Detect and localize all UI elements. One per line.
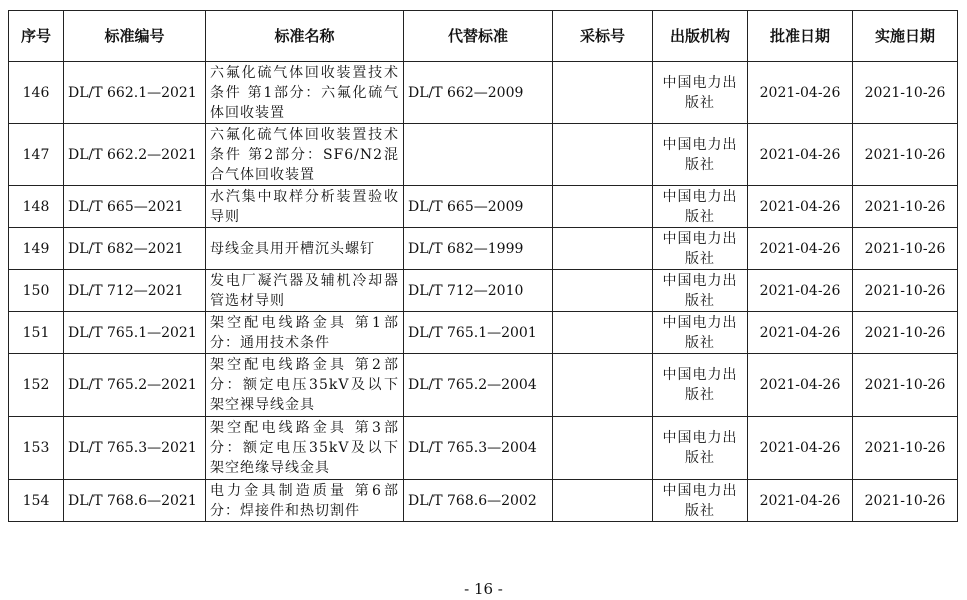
cell-replaced: DL/T 765.1—2001: [404, 312, 553, 354]
cell-code: DL/T 712—2021: [64, 270, 206, 312]
cell-name: 六氟化硫气体回收装置技术条件 第2部分：SF6/N2混合气体回收装置: [206, 124, 404, 186]
table-row: [9, 62, 958, 124]
table-row: [9, 480, 958, 522]
cell-adopted: [553, 312, 653, 354]
cell-code: DL/T 682—2021: [64, 228, 206, 270]
cell-name: 发电厂凝汽器及辅机冷却器管选材导则: [206, 270, 404, 312]
header-approved: 批准日期: [748, 11, 853, 62]
cell-approved: 2021-04-26: [748, 480, 853, 522]
header-effective: 实施日期: [853, 11, 958, 62]
cell-effective: 2021-10-26: [853, 480, 958, 522]
cell-effective: 2021-10-26: [853, 186, 958, 228]
cell-no: 146: [9, 62, 64, 124]
page-number: - 16 -: [464, 580, 503, 598]
table-header: [9, 11, 958, 62]
cell-adopted: [553, 62, 653, 124]
header-code: 标准编号: [64, 11, 206, 62]
cell-code: DL/T 768.6—2021: [64, 480, 206, 522]
cell-code: DL/T 665—2021: [64, 186, 206, 228]
cell-adopted: [553, 480, 653, 522]
cell-no: 151: [9, 312, 64, 354]
cell-adopted: [553, 124, 653, 186]
table-row: [9, 312, 958, 354]
header-name: 标准名称: [206, 11, 404, 62]
cell-replaced: DL/T 765.2—2004: [404, 354, 553, 417]
table-row: [9, 124, 958, 186]
standards-table: [8, 10, 958, 522]
cell-replaced: DL/T 712—2010: [404, 270, 553, 312]
cell-effective: 2021-10-26: [853, 354, 958, 417]
cell-approved: 2021-04-26: [748, 354, 853, 417]
cell-name: 六氟化硫气体回收装置技术条件 第1部分：六氟化硫气体回收装置: [206, 62, 404, 124]
cell-publisher: 中国电力出版社: [653, 62, 748, 124]
table-row: [9, 186, 958, 228]
header-replaced: 代替标准: [404, 11, 553, 62]
cell-name: 母线金具用开槽沉头螺钉: [206, 228, 404, 270]
cell-code: DL/T 765.3—2021: [64, 417, 206, 480]
cell-approved: 2021-04-26: [748, 417, 853, 480]
cell-code: DL/T 765.2—2021: [64, 354, 206, 417]
cell-effective: 2021-10-26: [853, 228, 958, 270]
header-row: [9, 11, 958, 62]
cell-publisher: 中国电力出版社: [653, 417, 748, 480]
header-publisher: 出版机构: [653, 11, 748, 62]
cell-name: 架空配电线路金具 第3部分：额定电压35kV及以下架空绝缘导线金具: [206, 417, 404, 480]
cell-replaced: DL/T 662—2009: [404, 62, 553, 124]
cell-effective: 2021-10-26: [853, 312, 958, 354]
cell-adopted: [553, 354, 653, 417]
cell-publisher: 中国电力出版社: [653, 228, 748, 270]
header-adopted: 采标号: [553, 11, 653, 62]
cell-effective: 2021-10-26: [853, 270, 958, 312]
cell-adopted: [553, 186, 653, 228]
cell-publisher: 中国电力出版社: [653, 312, 748, 354]
table-row: [9, 270, 958, 312]
cell-publisher: 中国电力出版社: [653, 186, 748, 228]
cell-approved: 2021-04-26: [748, 312, 853, 354]
table-row: [9, 417, 958, 480]
cell-approved: 2021-04-26: [748, 62, 853, 124]
cell-approved: 2021-04-26: [748, 186, 853, 228]
cell-publisher: 中国电力出版社: [653, 480, 748, 522]
cell-approved: 2021-04-26: [748, 124, 853, 186]
cell-name: 架空配电线路金具 第2部分：额定电压35kV及以下架空裸导线金具: [206, 354, 404, 417]
cell-no: 154: [9, 480, 64, 522]
cell-name: 架空配电线路金具 第1部分：通用技术条件: [206, 312, 404, 354]
cell-replaced: DL/T 682—1999: [404, 228, 553, 270]
cell-approved: 2021-04-26: [748, 228, 853, 270]
cell-name: 电力金具制造质量 第6部分：焊接件和热切割件: [206, 480, 404, 522]
cell-replaced: DL/T 665—2009: [404, 186, 553, 228]
table-row: [9, 228, 958, 270]
cell-publisher: 中国电力出版社: [653, 354, 748, 417]
cell-replaced: DL/T 768.6—2002: [404, 480, 553, 522]
cell-approved: 2021-04-26: [748, 270, 853, 312]
cell-replaced: DL/T 765.3—2004: [404, 417, 553, 480]
cell-no: 149: [9, 228, 64, 270]
cell-no: 147: [9, 124, 64, 186]
cell-adopted: [553, 228, 653, 270]
cell-adopted: [553, 417, 653, 480]
cell-effective: 2021-10-26: [853, 124, 958, 186]
table-row: [9, 354, 958, 417]
cell-code: DL/T 662.1—2021: [64, 62, 206, 124]
cell-name: 水汽集中取样分析装置验收导则: [206, 186, 404, 228]
cell-code: DL/T 662.2—2021: [64, 124, 206, 186]
cell-adopted: [553, 270, 653, 312]
cell-effective: 2021-10-26: [853, 417, 958, 480]
cell-no: 150: [9, 270, 64, 312]
cell-publisher: 中国电力出版社: [653, 124, 748, 186]
cell-replaced: [404, 124, 553, 186]
cell-no: 152: [9, 354, 64, 417]
table-body: [9, 62, 958, 522]
header-no: 序号: [9, 11, 64, 62]
cell-no: 153: [9, 417, 64, 480]
cell-publisher: 中国电力出版社: [653, 270, 748, 312]
cell-code: DL/T 765.1—2021: [64, 312, 206, 354]
cell-no: 148: [9, 186, 64, 228]
cell-effective: 2021-10-26: [853, 62, 958, 124]
